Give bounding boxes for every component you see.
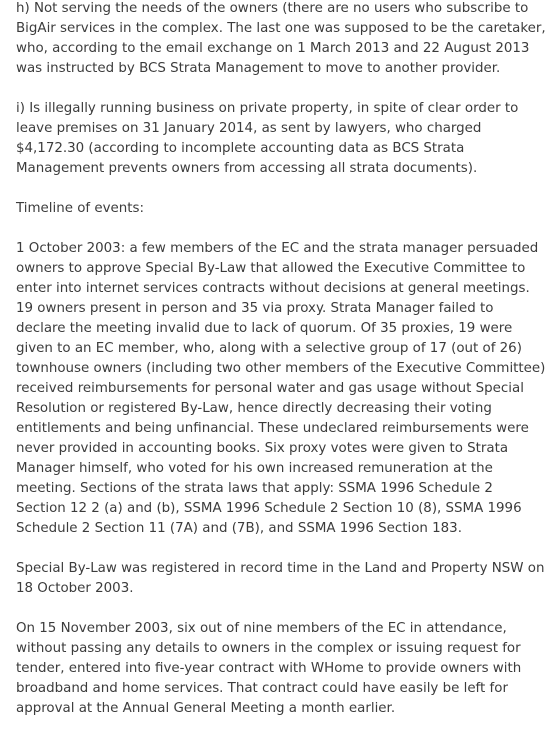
timeline-heading: Timeline of events: xyxy=(16,201,144,216)
paragraph-1-october-2003: 1 October 2003: a few members of the EC and the strata manager persuaded owners to approve Special By-Law that allowed the Executive Committee to enter into internet services contracts without decisions at general meetings. 19 owners present in person and 35 via proxy. Strata Manager failed to declare the meeting invalid due to lack of quorum. Of 35 proxies, 19 were given to an EC member, who, along with a selective group of 17 (out of 26) townhouse owners (including two other members of the Executive Committee) received reimbursements for personal water and gas usage without Special Resolution or registered By-Law, hence directly decreasing their voting entitlements and being unfinancial. These undeclared reimbursements were never provided in accounting books. Six proxy votes were given to Strata Manager himself, who voted for his own increased remuneration at the meeting. Sections of the strata laws that apply: SSMA 1996 Schedule 2 Section 12 2 (a) and (b), SSMA 1996 Schedule 2 Section 10 (8), SSMA 1996 Schedule 2 Section 11 (7A) and (7B), and SSMA 1996 Section 183. xyxy=(16,241,546,536)
paragraph-h-bigair: h) Not serving the needs of the owners (there are no users who subscribe to BigAir services in the complex. The last one was supposed to be the caretaker, who, according to the email exchange on 1 March 2013 and 22 August 2013 was instructed by BCS Strata Management to move to another provider. xyxy=(16,1,546,76)
paragraph-i-illegal-business: i) Is illegally running business on private property, in spite of clear order to leave premises on 31 January 2014, as sent by lawyers, who charged $4,172.30 (according to incomplete accounting data as BCS Strata Management prevents owners from accessing all strata documents). xyxy=(16,101,519,176)
document-body xyxy=(16,0,546,739)
paragraph-special-by-law-registered: Special By-Law was registered in record time in the Land and Property NSW on 18 October 2003. xyxy=(16,561,545,596)
paragraph-15-november-2003: On 15 November 2003, six out of nine members of the EC in attendance, without passing any details to owners in the complex or issuing request for tender, entered into five-year contract with WHome to provide owners with broadband and home services. That contract could have easily be left for approval at the Annual General Meeting a month earlier. xyxy=(16,621,522,716)
